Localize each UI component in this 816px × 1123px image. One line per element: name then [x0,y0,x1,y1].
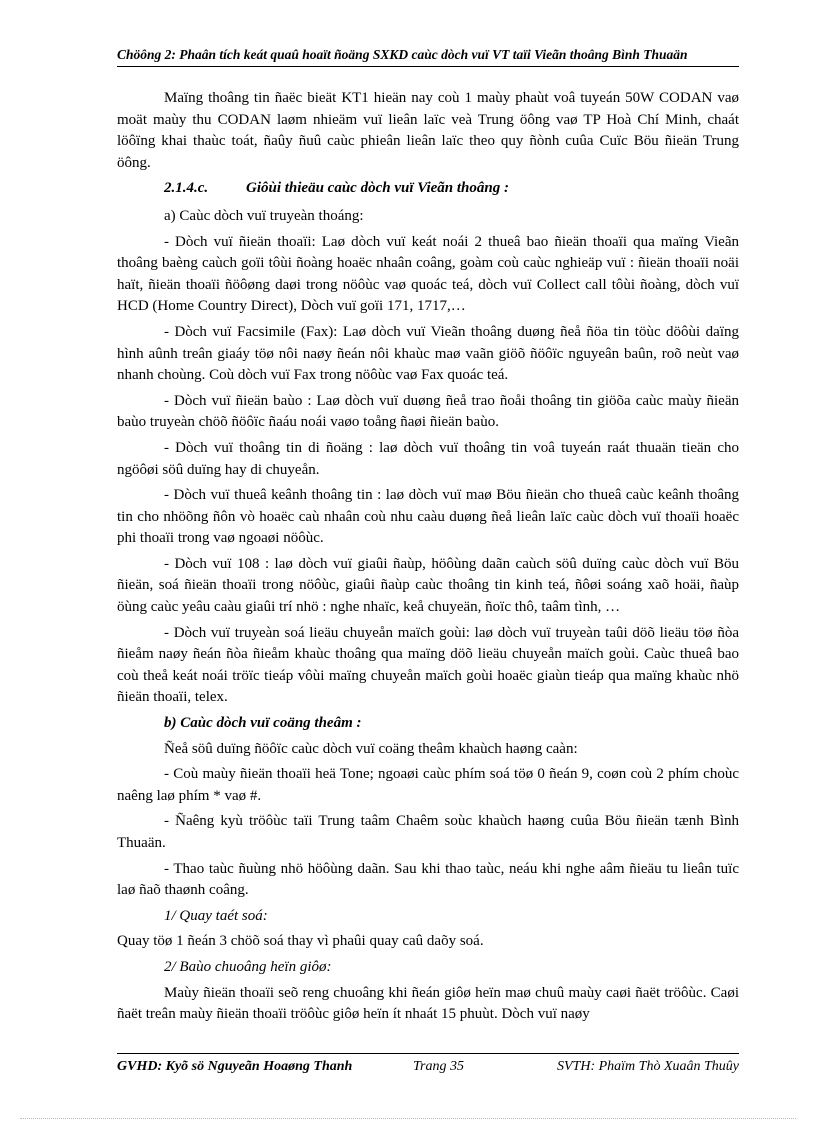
subheading-b-intro: Ñeå söû duïng ñöôïc caùc dòch vuï coäng theâm khaùch haøng caàn: [164,740,578,757]
list-item: - Dòch vuï truyeàn soá lieäu chuyeån maïch goùi: laø dòch vuï truyeàn taûi döõ lieäu töø ñòa ñieåm naøy ñeán ñòa ñieåm khaùc thoâng qua maïng döõ lieäu chuyeån maïch goùi. Caùc thueâ bao coù theå keát noái tröïc tieáp vôùi maïng chuyeån maïch goùi hoaëc giaùn tieáp qua maïng khaùc nhö ñieän thoaïi, telex. [117,624,739,706]
paragraph-2: Maùy ñieän thoaïi seõ reng chuoâng khi ñeán giôø heïn maø chuû maùy caøi ñaët tröôùc. Caøi ñaët treân maùy ñieän thoaïi tröôùc giôø heïn ít nhaát 15 phuùt. Dòch vuï naøy [117,984,739,1023]
list-item: - Ñaêng kyù tröôùc taïi Trung taâm Chaêm soùc khaùch haøng cuûa Böu ñieän tænh Bình Thuaän. [117,813,739,851]
list-item: - Coù maùy ñieän thoaïi heä Tone; ngoaøi caùc phím soá töø 0 ñeán 9, coøn coù 2 phím choùc naêng laø phím * vaø #. [117,766,739,804]
list-item: - Dòch vuï ñieän baùo : Laø dòch vuï duøng ñeå trao ñoåi thoâng tin giöõa caùc maùy ñieän baùo truyeàn chöõ ñöôïc ñaáu noái vaøo toång ñaøi ñieän baùo. [117,392,739,431]
paragraph-1: Quay töø 1 ñeán 3 chöõ soá thay vì phaûi quay caû daõy soá. [117,933,484,950]
list-item: - Dòch vuï ñieän thoaïi: Laø dòch vuï keát noái 2 thueâ bao ñieän thoaïi qua maïng Vieãn thoâng baèng caùch goïi tôùi ñoàng hoaëc nhaân coâng, goàm coù caùc nghieäp vuï : ñieän thoaïi noäi haït, ñieän thoaïi ñöôøng daøi trong nöôùc vaø quoác teá, dòch vuï Collect call tôùi ñoàng, dòch vuï HCD (Home Country Direct), Dòch vuï goïi 171, 1717,… [117,233,739,315]
page-content [117,88,739,1030]
subheading-a-text: a) Caùc dòch vuï truyeàn thoáng: [164,207,364,224]
list-item: - Dòch vuï thoâng tin di ñoäng : laø dòch vuï thoâng tin voâ tuyeán raát thuaän tieän cho ngöôøi söû duïng hay di chuyeån. [117,439,739,478]
list-item: - Thao taùc ñuùng nhö höôùng daãn. Sau khi thao taùc, neáu khi nghe aâm ñieäu tu lieân tuïc laø ñaõ thaønh coâng. [117,860,739,899]
section-number: 2.1.4.c. [164,180,209,197]
page-bottom-edge [20,1118,796,1119]
subheading-2: 2/ Baùo chuoâng heïn giôø: [164,958,332,975]
intro-paragraph: Maïng thoâng tin ñaëc bieät KT1 hieän nay coù 1 maùy phaùt voâ tuyeán 50W CODAN vaø moät maùy thu CODAN laøm nhieäm vuï lieân laïc veà Trung öông vaø TP Hoà Chí Minh, chaát löôïng khai thaùc toát, ñaûy ñuû caùc phieân lieân laïc theo quy ñònh cuûa Cuïc Böu ñieän Trung öông. [117,90,739,171]
footer-page-number: Trang 35 [413,1059,464,1074]
footer-student: SVTH: Phaïm Thò Xuaân Thuûy [557,1059,739,1074]
subheading-a [117,206,739,228]
section-heading [117,178,739,200]
header-divider [117,66,739,67]
subheading-1: 1/ Quay taét soá: [164,907,268,924]
list-item: - Dòch vuï Facsimile (Fax): Laø dòch vuï Vieãn thoâng duøng ñeå ñöa tin töùc döôùi daïng hình aûnh treân giaáy töø nôi naøy ñeán nôi khaùc maø vaãn giöõ ñöôïc nguyeân baûn, roõ neùt vaø nhanh choùng. Coù dòch vuï Fax trong nöôùc vaø Fax quoác teá. [117,323,739,384]
footer-instructor: GVHD: Kyõ sö Nguyeãn Hoaøng Thanh [117,1059,353,1074]
page-header: Chöông 2: Phaân tích keát quaû hoaït ñoäng SXKD caùc dòch vuï VT taïi Vieãn thoâng Bình Thuaän [117,47,688,62]
section-title: Giôùi thieäu caùc dòch vuï Vieãn thoâng : [246,180,509,197]
list-item: - Dòch vuï thueâ keânh thoâng tin : laø dòch vuï maø Böu ñieän cho thueâ caùc keânh thoâng tin cho nhöõng ñôn vò hoaëc caù nhaân coù nhu caàu duøng ñeå lieân laïc caùc dòch vuï thoaïi hoaëc phi thoaïi trong vaø ngoaøi nöôùc. [117,487,739,547]
footer-divider [117,1053,739,1054]
list-item: - Dòch vuï 108 : laø dòch vuï giaûi ñaùp, höôùng daãn caùch söû duïng caùc dòch vuï Böu ñieän, soá ñieän thoaïi trong nöôùc, giaûi ñaùp caùc thoâng tin kinh teá, ñôøi soáng xaõ hoäi, ñaùp öùng caùc yeâu caàu giaûi trí nhö : nghe nhaïc, keå chuyeän, ñoïc thô, taâm tình, … [117,555,739,616]
subheading-b: b) Caùc dòch vuï coäng theâm : [164,715,362,732]
